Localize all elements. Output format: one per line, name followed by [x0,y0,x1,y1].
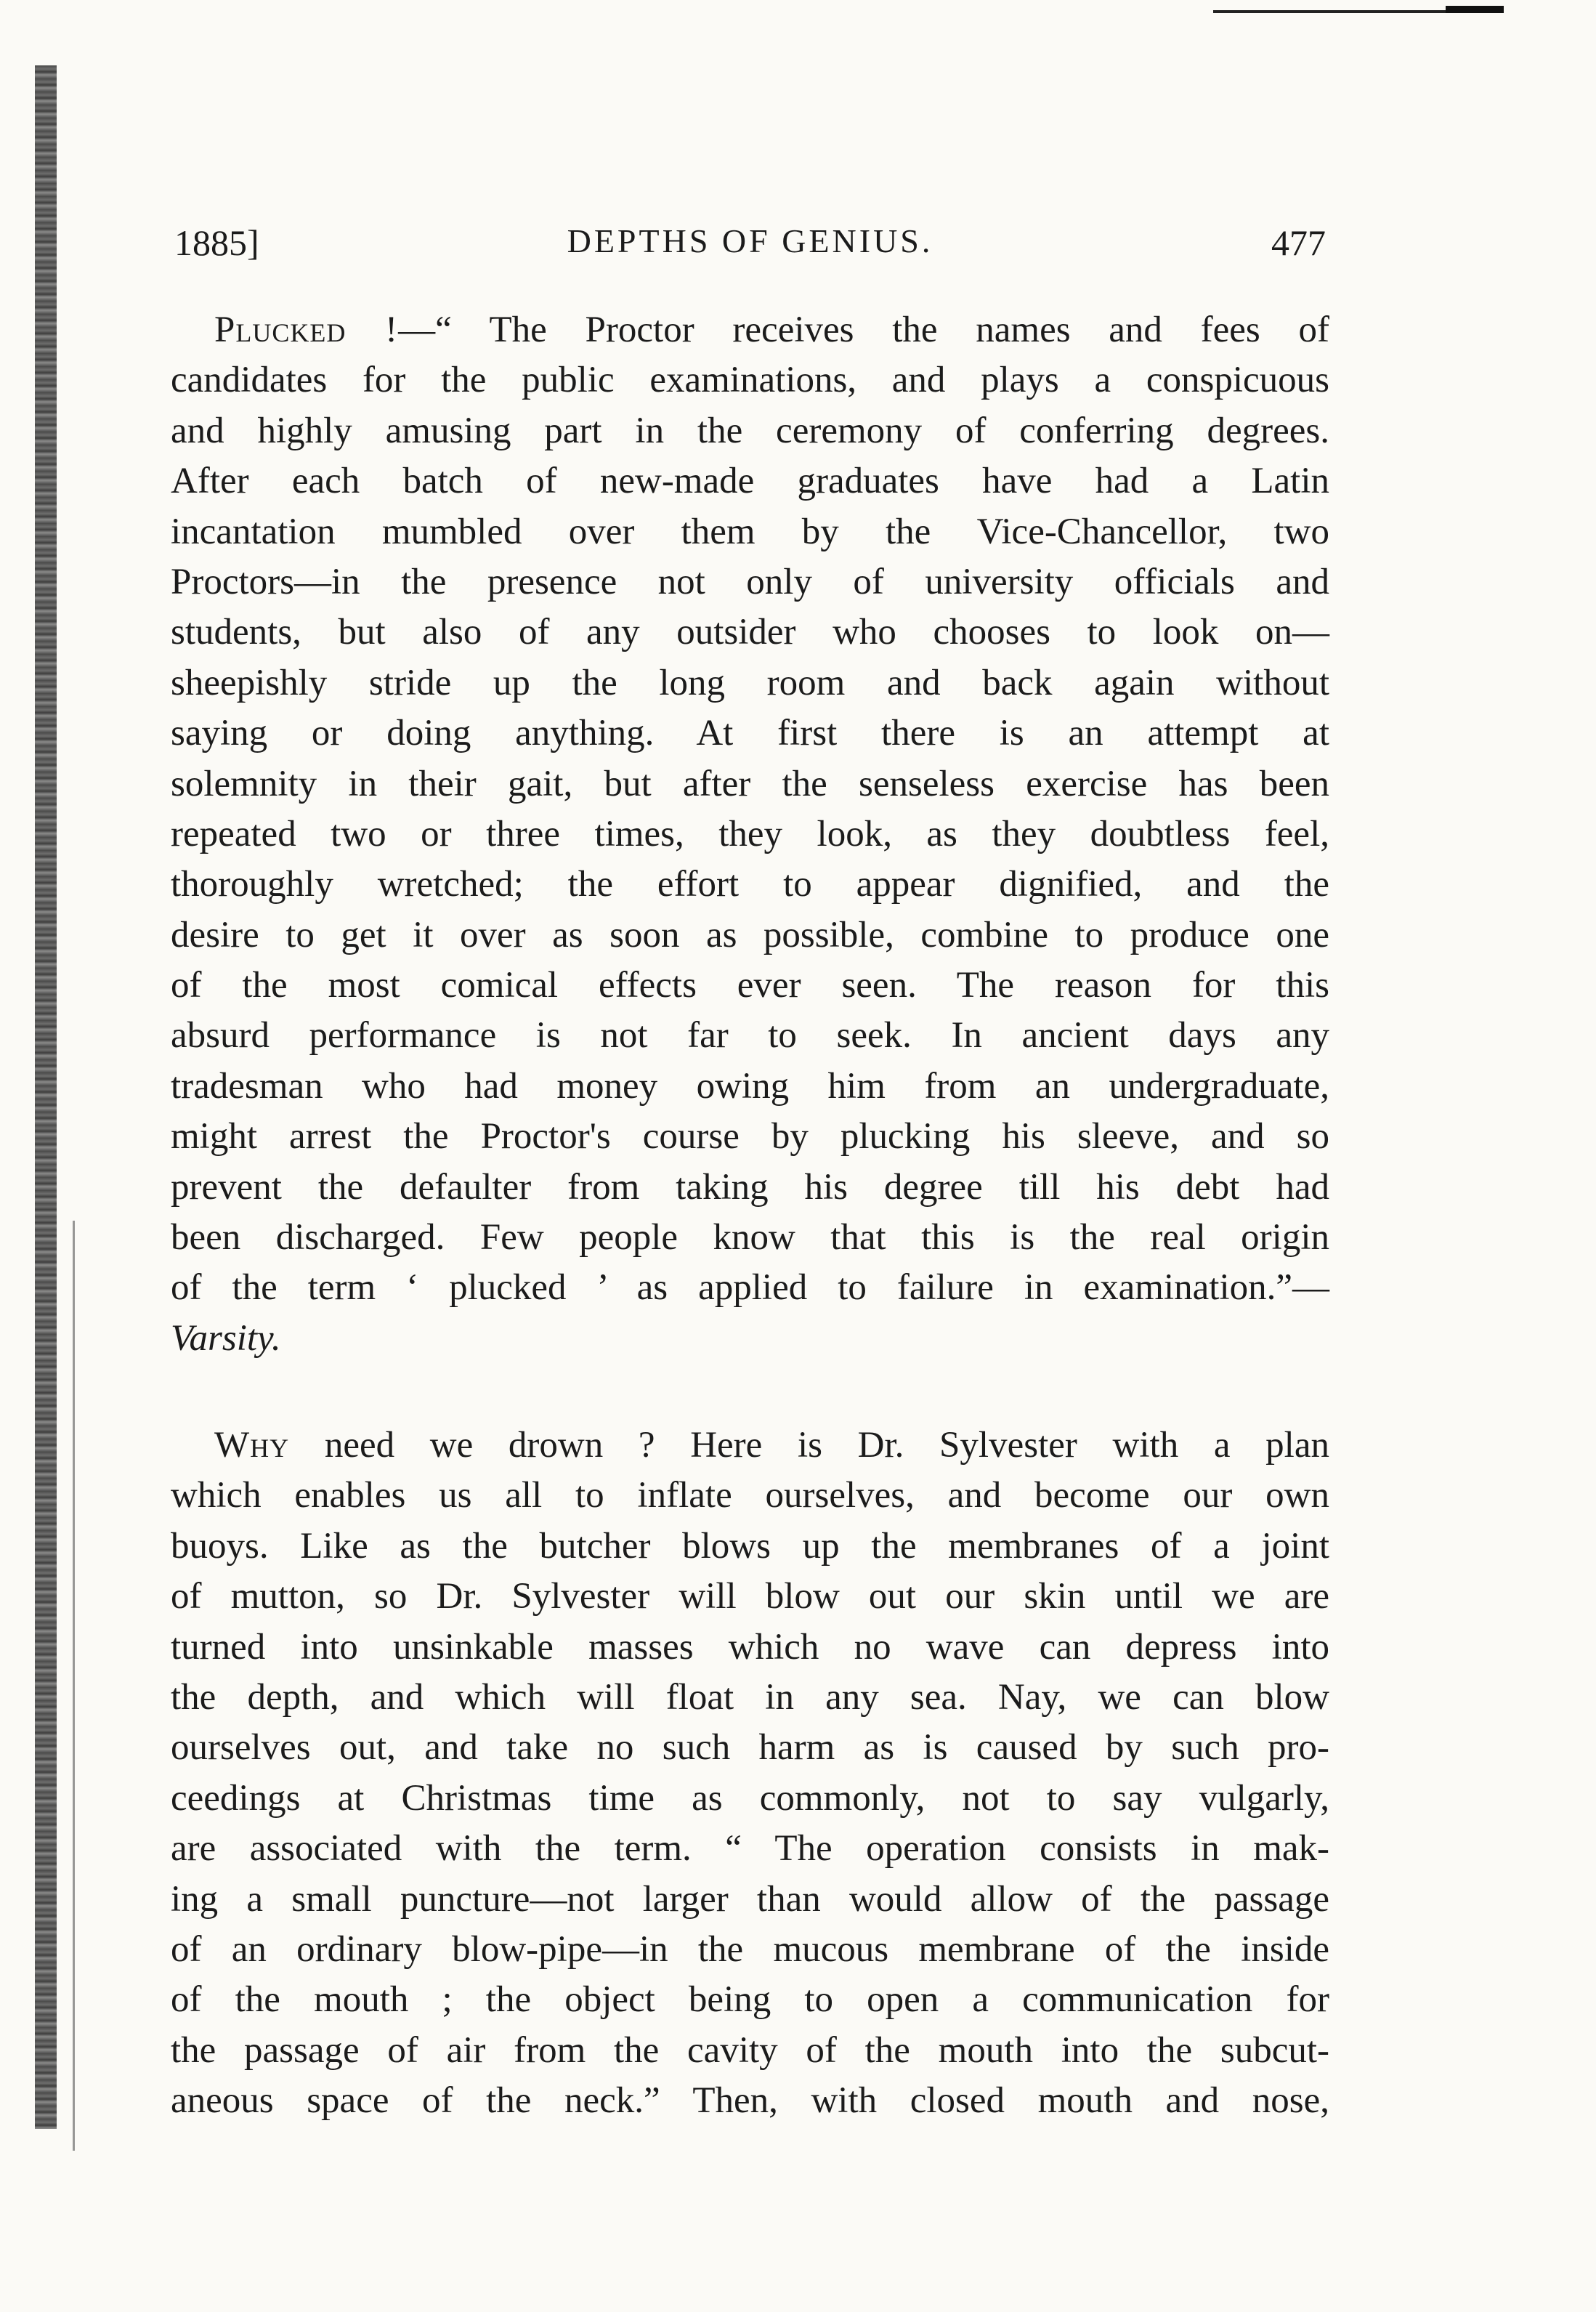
text-line: solemnity in their gait, but after the senseless exercise has been [171,763,1329,804]
text-line: incantation mumbled over them by the Vice-Chancellor, two [171,511,1329,552]
text-line: ourselves out, and take no such harm as is caused by such pro- [171,1727,1329,1769]
header-year: 1885] [174,222,259,263]
text-line: After each batch of new-made graduates have had a Latin [171,461,1329,502]
line-text: need we drown ? Here is Dr. Sylvester with a plan [289,1425,1329,1466]
text-line: of mutton, so Dr. Sylvester will blow out our skin until we are [171,1576,1329,1617]
text-line: of an ordinary blow-pipe—in the mucous membrane of the inside [171,1928,1329,1970]
source-citation: Varsity. [171,1317,281,1359]
text-line: ceedings at Christmas time as commonly, not to say vulgarly, [171,1777,1329,1819]
text-line: absurd performance is not far to seek. In ancient days any [171,1015,1329,1056]
text-line: turned into unsinkable masses which no wave can depress into [171,1626,1329,1668]
text-line: the passage of air from the cavity of the mouth into the subcut- [171,2029,1329,2071]
line-text: —“ The Proctor receives the names and fees of [398,310,1329,350]
text-line: ing a small puncture—not larger than would allow of the passage [171,1878,1329,1920]
text-line: buoys. Like as the butcher blows up the membranes of a joint [171,1525,1329,1567]
text-line: thoroughly wretched; the effort to appear dignified, and the [171,864,1329,905]
running-title: DEPTHS OF GENIUS. [567,222,933,259]
lead-word: Why [214,1425,290,1466]
text-line: tradesman who had money owing him from an undergraduate, [171,1065,1329,1107]
text-line: Proctors—in the presence not only of university officials and [171,561,1329,602]
text-line: been discharged. Few people know that this is the real origin [171,1217,1329,1258]
text-line: sheepishly stride up the long room and back again without [171,662,1329,703]
text-line: of the mouth ; the object being to open a communication for [171,1979,1329,2021]
text-line: which enables us all to inflate ourselves, and become our own [171,1475,1329,1516]
text-line: are associated with the term. “ The operation consists in mak- [171,1828,1329,1870]
text-line [171,305,1329,355]
text-line: of the most comical effects ever seen. The reason for this [171,965,1329,1006]
text-line: students, but also of any outsider who chooses to look on— [171,612,1329,653]
text-line: repeated two or three times, they look, as they doubtless feel, [171,813,1329,854]
text-line: of the term ‘ plucked ’ as applied to failure in examination.”— [171,1267,1329,1309]
text-line: the depth, and which will float in any sea. Nay, we can blow [171,1676,1329,1718]
binding-edge-lower [73,1221,75,2151]
text-line: and highly amusing part in the ceremony of conferring degrees. [171,410,1329,451]
text-line [171,1420,1329,1471]
binding-edge [35,65,57,2129]
page-header [174,222,1326,280]
text-line: saying or doing anything. At first there is an attempt at [171,713,1329,754]
paragraph-why-drown [171,1420,1329,2126]
text-line: prevent the defaulter from taking his degree till his debt had [171,1166,1329,1208]
lead-word: Plucked ! [214,310,399,350]
text-line: desire to get it over as soon as possible, combine to produce one [171,914,1329,955]
text-line: might arrest the Proctor's course by plucking his sleeve, and so [171,1116,1329,1157]
page-number: 477 [1271,222,1326,263]
top-rule-end [1446,6,1504,13]
text-line: candidates for the public examinations, and plays a conspicuous [171,360,1329,401]
paragraph-plucked [171,305,1329,1364]
text-line: aneous space of the neck.” Then, with closed mouth and nose, [171,2080,1329,2122]
